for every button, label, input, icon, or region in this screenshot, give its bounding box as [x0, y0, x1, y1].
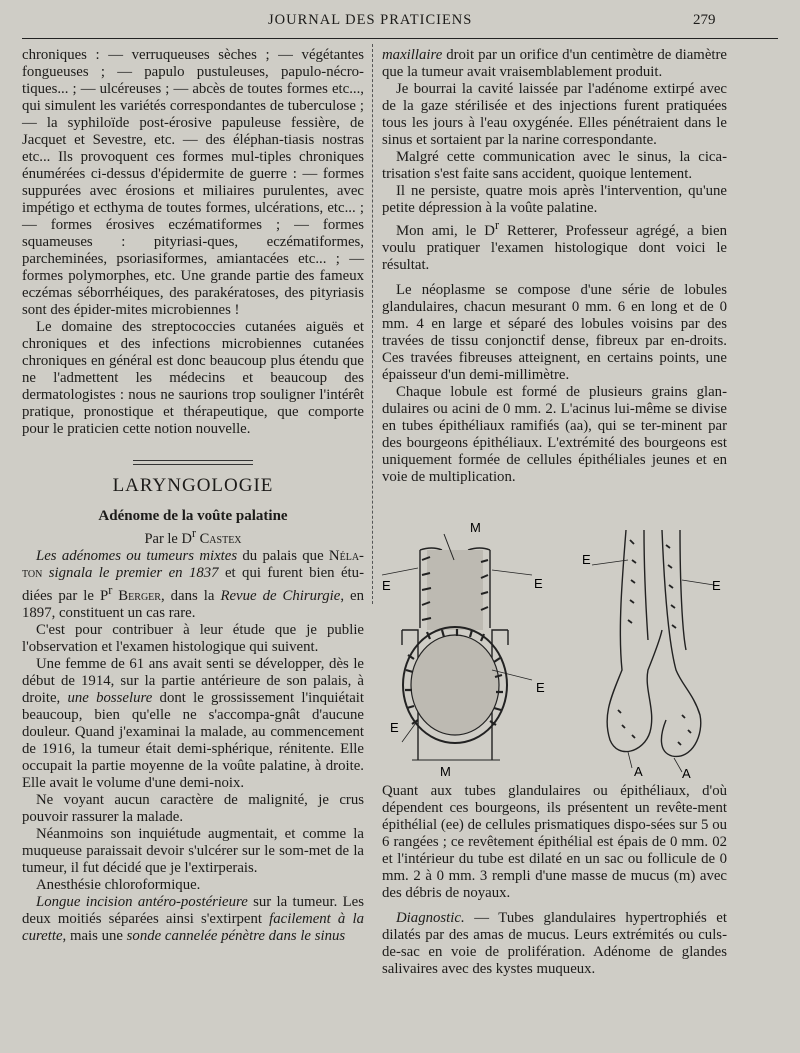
- histology-drawing: [382, 520, 727, 780]
- label-a-2: A: [682, 766, 691, 780]
- page-header: [0, 8, 800, 34]
- intro-italic-2: signala le premier en 1837: [42, 564, 219, 581]
- paragraph-lobule: Chaque lobule est formé de plusieurs grains glan-dulaires ou acini de 0 mm. 2. L'acinus lui-même se divise en tubes épithéliaux ramifiés (aa), qui se ter-minent par des bourgeons épithéliaux. L'extrémité des bourgeons est uniquement formée de cellules épithéliales jeunes et en voie de multiplication.: [382, 383, 727, 485]
- label-e-left-1: E: [382, 578, 391, 593]
- paragraph-purpose: C'est pour contribuer à leur étude que je publie l'observation et l'examen histologique qui suivent.: [22, 621, 364, 655]
- histology-sup: r: [494, 218, 500, 232]
- histology-text-2: Retterer, Professeur agrégé, a bien voulu pratiquer l'examen histologique dont voici le résultat.: [382, 222, 727, 273]
- paragraph-sinus: [382, 47, 727, 81]
- paragraph-healing: Malgré cette communication avec le sinus, la cica-trisation s'est faite sans accident, quoique lentement.: [382, 149, 727, 182]
- article-author: [22, 525, 364, 548]
- paragraph-case: [22, 656, 364, 792]
- author-name: Castex: [199, 530, 242, 547]
- diagnostic-label: Diagnostic.: [396, 910, 465, 926]
- paragraph-diagnostic: [382, 910, 727, 978]
- label-m-bottom: M: [440, 764, 451, 779]
- case-text-1: Une femme de 61 ans avait senti se développer, dès le début de 1914, sur la partie antérieure de son palais, à droite,: [22, 655, 364, 706]
- sinus-text: droit par un orifice d'un centimètre de diamètre que la tumeur avait vraisemblablement produit.: [382, 47, 727, 80]
- paragraph-incision: [22, 894, 364, 945]
- label-e-left-2: E: [390, 720, 399, 735]
- incision-text-2: , mais une: [62, 927, 127, 944]
- label-a-1: A: [634, 764, 643, 779]
- paragraph-neoplasm: Le néoplasme se compose d'une série de lobules glandulaires, chacun mesurant 0 mm. 6 en long et de 0 mm. 4 en large et séparé des lobules voisins par des travées de tissu conjonctif dense, fibreux par en-droits. Ces travées fibreuses atteignent, en certains points, une épaisseur d'un demi-millimètre.: [382, 281, 727, 383]
- intro-italic-1: Les adénomes ou tumeurs mixtes: [36, 547, 238, 564]
- paragraph-reassure: Ne voyant aucun caractère de malignité, je crus pouvoir rassurer la malade.: [22, 791, 364, 825]
- author-prefix: Par le D: [144, 530, 192, 547]
- author-sup: r: [191, 526, 196, 540]
- sinus-italic: maxillaire: [382, 47, 443, 63]
- section-divider: [133, 460, 253, 465]
- diagnostic-text: — Tubes glandulaires hypertrophiés et dilatés par des amas de mucus. Leurs extrémités ou culs-de-sac en voie de prolifération. Adénome de glandes salivaires avec des kystes muqueux.: [382, 910, 727, 977]
- paragraph-histology-intro: [382, 217, 727, 274]
- paragraph-dermatology-forms: chroniques : — verruqueuses sèches ; — végétantes fongueuses ; — papulo pustuleuses, papulo-nécro-tiques... ; — ulcéreuses ; — abcès de toutes formes etc..., qui simulent les variétés correspondantes de tuberculose ; — la syphiloïde post-érosive papuleuse fessière, de Jacquet et Sevestre, etc. — des éléphan-tiasis nostras etc... Ils provoquent ces formes mul-tiples chroniques énumérées ci-dessus d'épidermite de guerre : — formes suppurées avec érosions et miliaires purulentes, avec impétigo et ecthyma de toutes formes, ulcérations, etc... ; — formes érosives eczématiformes ; — formes squameuses : pityriasi-ques, eczématiformes, parcheminées, psoriasiformes, amiantacées etc... ; — formes polymorphes, etc. Une grande partie des fameux eczémas séborrhéiques, des parakératoses, des pityriasis sont des épider-mites microbiennes !: [22, 47, 364, 318]
- intro-name-berger: Berger: [118, 587, 161, 604]
- intro-text-1: du palais que: [237, 547, 329, 564]
- label-e-right-2: E: [536, 680, 545, 695]
- label-m-top: M: [470, 520, 481, 535]
- paragraph-anesthesia: Anesthésie chloroformique.: [36, 876, 201, 893]
- histology-figure: [382, 520, 727, 780]
- intro-sup: r: [108, 582, 113, 597]
- section-title: LARYNGOLOGIE: [112, 475, 274, 496]
- paragraph-intro: [22, 548, 364, 622]
- figure-2: [592, 530, 714, 772]
- intro-name-nelaton: Néla-ton: [22, 547, 364, 581]
- incision-text-1: sur la tumeur. Les deux moitiés séparées ainsi s'extirpent: [22, 893, 364, 927]
- case-italic: une bosselure: [67, 689, 153, 706]
- right-column-bottom: [382, 783, 727, 978]
- label-e-fig2-right: E: [712, 578, 721, 593]
- left-column: [22, 47, 364, 945]
- intro-journal: Revue de Chirurgie: [220, 587, 341, 604]
- intro-text-4: , en 1897, constituent un cas rare.: [22, 587, 365, 621]
- label-e-right-1: E: [534, 576, 543, 591]
- intro-text-2: et qui furent bien étu-diées par le P: [22, 564, 364, 604]
- histology-text-1: Mon ami, le D: [396, 222, 495, 239]
- header-rule: [22, 38, 778, 39]
- case-text-2: dont le grossissement l'inquiétait beaucoup, bien qu'elle ne s'accompa-gnât d'aucune douleur. Quand j'examinai la malade, au commencement de 1916, la tumeur était demi-sphérique, rénitente. Elle occupait la partie moyenne de la voûte palatine, à droite. Elle avait le volume d'une demi-noix.: [22, 689, 364, 791]
- incision-italic-2: facilement à la curette: [22, 910, 364, 944]
- figure-1: [382, 534, 532, 760]
- column-rule: [372, 44, 373, 604]
- label-e-fig2-left: E: [582, 552, 591, 567]
- paragraph-streptococcies: Le domaine des streptococcies cutanées aiguës et chroniques et des infections microbiennes cutanées chroniques en général est donc beaucoup plus étendu que ne l'admettent les médecins et beaucoup des dermatologistes : nous ne saurions trop souligner l'intérêt pratique, pronostique et thérapeutique, que comporte pour le praticien cette notion nouvelle.: [22, 319, 364, 437]
- intro-text-3: , dans la: [160, 587, 221, 604]
- running-title: JOURNAL DES PRATICIENS: [268, 12, 473, 28]
- paragraph-result: Il ne persiste, quatre mois après l'intervention, qu'une petite dépression à la voûte palatine.: [382, 183, 727, 216]
- page-number: 279: [693, 12, 716, 28]
- incision-italic-1: Longue incision antéro-postérieure: [36, 893, 248, 910]
- paragraph-decision: Néanmoins son inquiétude augmentait, et comme la muqueuse paraissait devoir s'ulcérer sur le som-met de la tumeur, il fut décidé que je l'extirperais.: [22, 825, 364, 876]
- article-title: Adénome de la voûte palatine: [98, 508, 288, 524]
- paragraph-tubes: Quant aux tubes glandulaires ou épithéliaux, d'où dépendent ces bourgeons, ils présentent un revête-ment épithélial (ee) de cellules prismatiques dispo-sées sur 5 ou 6 rangées ; ce revêtement épithélial est épais de 0 mm. 02 et l'intérieur du tube est dilaté en un sac ou follicule de 0 mm. 2 à 0 mm. 3 rempli d'une masse de mucus (m) avec des débris de noyaux.: [382, 783, 727, 901]
- paragraph-packing: Je bourrai la cavité laissée par l'adénome extirpé avec de la gaze stérilisée et des injections furent pratiquées tous les jours à l'eau oxygénée. Elles pénétraient dans le sinus et sortaient par la narine correspondante.: [382, 81, 727, 148]
- right-column: [382, 47, 727, 486]
- incision-italic-3: sonde cannelée pénètre dans le sinus: [126, 927, 346, 944]
